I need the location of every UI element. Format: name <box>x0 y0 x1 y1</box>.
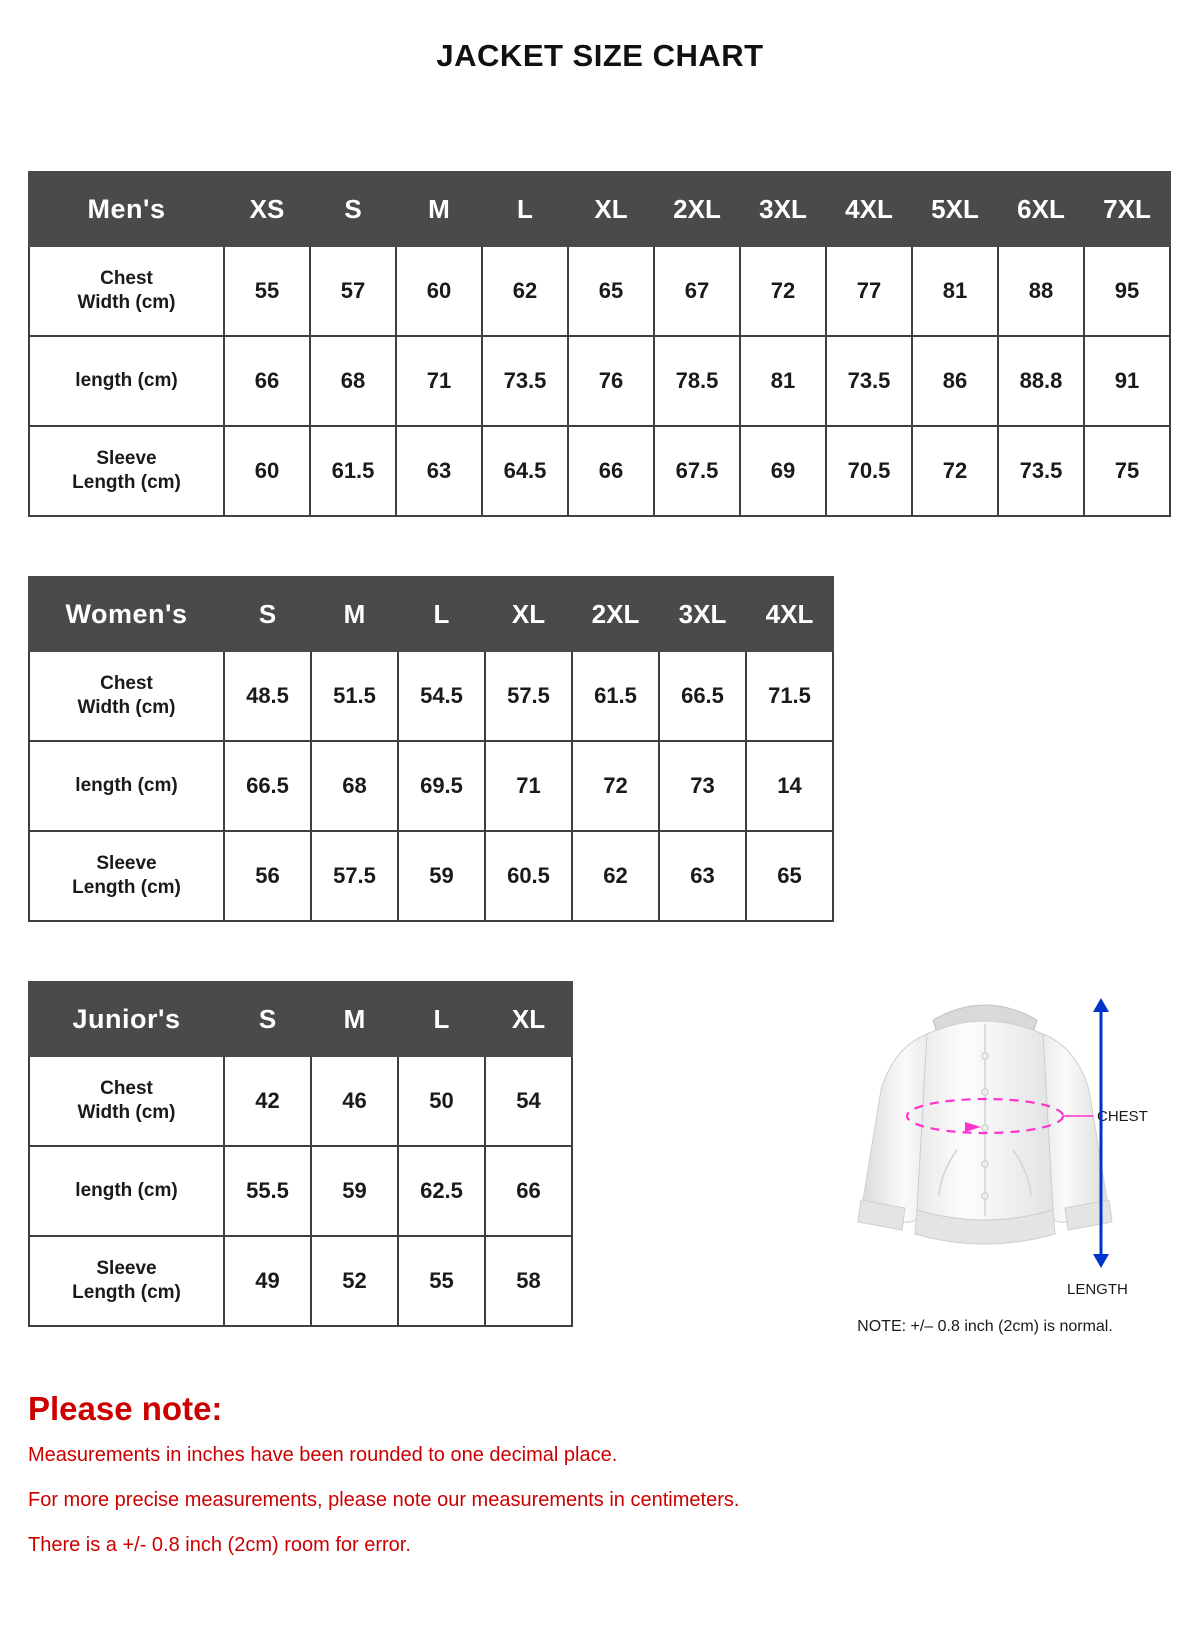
cell-value: 56 <box>224 831 311 921</box>
size-header: XL <box>485 577 572 651</box>
row-label-length <box>29 336 224 426</box>
cell-value: 81 <box>912 246 998 336</box>
row-label-line1: Chest <box>100 673 153 695</box>
row-label-line1: Sleeve <box>96 448 157 470</box>
size-header: 5XL <box>912 172 998 246</box>
size-header: XS <box>224 172 310 246</box>
cell-value: 72 <box>912 426 998 516</box>
footer-line-2: For more precise measurements, please note our measurements in centimeters. <box>28 1489 740 1511</box>
please-note-heading: Please note: <box>28 1390 223 1427</box>
cell-value: 62 <box>482 246 568 336</box>
size-header: L <box>482 172 568 246</box>
table-header-row <box>29 982 572 1056</box>
cell-value: 69 <box>740 426 826 516</box>
cell-value: 88.8 <box>998 336 1084 426</box>
row-label-line1: Chest <box>100 1078 153 1100</box>
cell-value: 59 <box>311 1146 398 1236</box>
table-row <box>29 246 1170 336</box>
row-label-line2: Length (cm) <box>72 1282 181 1303</box>
cell-value: 65 <box>746 831 833 921</box>
footer-notes <box>28 1390 1168 1579</box>
cell-value: 54 <box>485 1056 572 1146</box>
size-header: S <box>224 982 311 1056</box>
cell-value: 68 <box>311 741 398 831</box>
cell-value: 65 <box>568 246 654 336</box>
cell-value: 69.5 <box>398 741 485 831</box>
cell-value: 48.5 <box>224 651 311 741</box>
cell-value: 49 <box>224 1236 311 1326</box>
size-header: M <box>311 982 398 1056</box>
table-row <box>29 1056 572 1146</box>
table-header-row <box>29 577 833 651</box>
row-label-line2: Width (cm) <box>77 1102 176 1123</box>
cell-value: 95 <box>1084 246 1170 336</box>
cell-value: 73.5 <box>826 336 912 426</box>
cell-value: 46 <box>311 1056 398 1146</box>
size-header: 2XL <box>654 172 740 246</box>
size-header: S <box>310 172 396 246</box>
cell-value: 86 <box>912 336 998 426</box>
row-label-line1: Chest <box>100 268 153 290</box>
juniors-size-chart <box>28 981 573 1327</box>
cell-value: 71.5 <box>746 651 833 741</box>
cell-value: 60.5 <box>485 831 572 921</box>
cell-value: 76 <box>568 336 654 426</box>
size-header: 3XL <box>659 577 746 651</box>
size-header: 7XL <box>1084 172 1170 246</box>
row-label-chest-width <box>29 651 224 741</box>
cell-value: 55.5 <box>224 1146 311 1236</box>
size-header: S <box>224 577 311 651</box>
row-label-chest-width <box>29 1056 224 1146</box>
size-header: 2XL <box>572 577 659 651</box>
cell-value: 66.5 <box>224 741 311 831</box>
row-label-chest-width <box>29 246 224 336</box>
cell-value: 54.5 <box>398 651 485 741</box>
cell-value: 66.5 <box>659 651 746 741</box>
jacket-diagram-svg <box>805 968 1165 1308</box>
size-header: XL <box>485 982 572 1056</box>
size-header: 3XL <box>740 172 826 246</box>
cell-value: 91 <box>1084 336 1170 426</box>
womens-table <box>28 576 834 922</box>
cell-value: 78.5 <box>654 336 740 426</box>
cell-value: 60 <box>396 246 482 336</box>
table-header-row <box>29 172 1170 246</box>
cell-value: 57.5 <box>311 831 398 921</box>
tolerance-note: NOTE: +/– 0.8 inch (2cm) is normal. <box>857 1318 1113 1335</box>
table-row <box>29 741 833 831</box>
cell-value: 67.5 <box>654 426 740 516</box>
page-title: JACKET SIZE CHART <box>436 38 764 73</box>
table-row <box>29 426 1170 516</box>
cell-value: 77 <box>826 246 912 336</box>
cell-value: 62 <box>572 831 659 921</box>
cell-value: 67 <box>654 246 740 336</box>
row-label-line1: length (cm) <box>75 775 178 797</box>
cell-value: 62.5 <box>398 1146 485 1236</box>
cell-value: 73 <box>659 741 746 831</box>
size-header: XL <box>568 172 654 246</box>
footer-line-1: Measurements in inches have been rounded to one decimal place. <box>28 1444 618 1466</box>
cell-value: 55 <box>398 1236 485 1326</box>
cell-value: 14 <box>746 741 833 831</box>
cell-value: 61.5 <box>572 651 659 741</box>
cell-value: 72 <box>572 741 659 831</box>
cell-value: 66 <box>568 426 654 516</box>
mens-table <box>28 171 1171 517</box>
cell-value: 59 <box>398 831 485 921</box>
size-header: M <box>396 172 482 246</box>
cell-value: 68 <box>310 336 396 426</box>
table-row <box>29 336 1170 426</box>
footer-line-3: There is a +/- 0.8 inch (2cm) room for error. <box>28 1534 411 1556</box>
mens-size-chart <box>28 171 1171 517</box>
cell-value: 66 <box>224 336 310 426</box>
row-label-length <box>29 1146 224 1236</box>
cell-value: 52 <box>311 1236 398 1326</box>
row-label-line2: Length (cm) <box>72 877 181 898</box>
size-header: L <box>398 982 485 1056</box>
cell-value: 50 <box>398 1056 485 1146</box>
cell-value: 72 <box>740 246 826 336</box>
table-row <box>29 831 833 921</box>
group-label-womens: Women's <box>29 577 224 651</box>
cell-value: 60 <box>224 426 310 516</box>
cell-value: 73.5 <box>998 426 1084 516</box>
length-label-text: LENGTH <box>1067 1281 1128 1298</box>
size-header: 4XL <box>746 577 833 651</box>
row-label-line1: length (cm) <box>75 1180 178 1202</box>
cell-value: 75 <box>1084 426 1170 516</box>
cell-value: 88 <box>998 246 1084 336</box>
cell-value: 81 <box>740 336 826 426</box>
cell-value: 58 <box>485 1236 572 1326</box>
cell-value: 63 <box>659 831 746 921</box>
row-label-line1: length (cm) <box>75 370 178 392</box>
cell-value: 71 <box>396 336 482 426</box>
row-label-line2: Length (cm) <box>72 472 181 493</box>
cell-value: 51.5 <box>311 651 398 741</box>
measurement-illustration <box>800 968 1170 1368</box>
size-header: M <box>311 577 398 651</box>
group-label-mens: Men's <box>29 172 224 246</box>
row-label-sleeve-length <box>29 1236 224 1326</box>
cell-value: 70.5 <box>826 426 912 516</box>
table-row <box>29 651 833 741</box>
row-label-sleeve-length <box>29 831 224 921</box>
cell-value: 55 <box>224 246 310 336</box>
table-row <box>29 1236 572 1326</box>
size-header: 4XL <box>826 172 912 246</box>
cell-value: 71 <box>485 741 572 831</box>
row-label-line2: Width (cm) <box>77 292 176 313</box>
size-header: L <box>398 577 485 651</box>
cell-value: 63 <box>396 426 482 516</box>
womens-size-chart <box>28 576 834 922</box>
cell-value: 64.5 <box>482 426 568 516</box>
table-row <box>29 1146 572 1236</box>
group-label-juniors: Junior's <box>29 982 224 1056</box>
size-header: 6XL <box>998 172 1084 246</box>
row-label-line2: Width (cm) <box>77 697 176 718</box>
cell-value: 57.5 <box>485 651 572 741</box>
row-label-sleeve-length <box>29 426 224 516</box>
cell-value: 42 <box>224 1056 311 1146</box>
juniors-table <box>28 981 573 1327</box>
chest-label-text: CHEST <box>1097 1108 1148 1125</box>
row-label-line1: Sleeve <box>96 1258 157 1280</box>
cell-value: 61.5 <box>310 426 396 516</box>
cell-value: 73.5 <box>482 336 568 426</box>
row-label-line1: Sleeve <box>96 853 157 875</box>
cell-value: 57 <box>310 246 396 336</box>
cell-value: 66 <box>485 1146 572 1236</box>
row-label-length <box>29 741 224 831</box>
